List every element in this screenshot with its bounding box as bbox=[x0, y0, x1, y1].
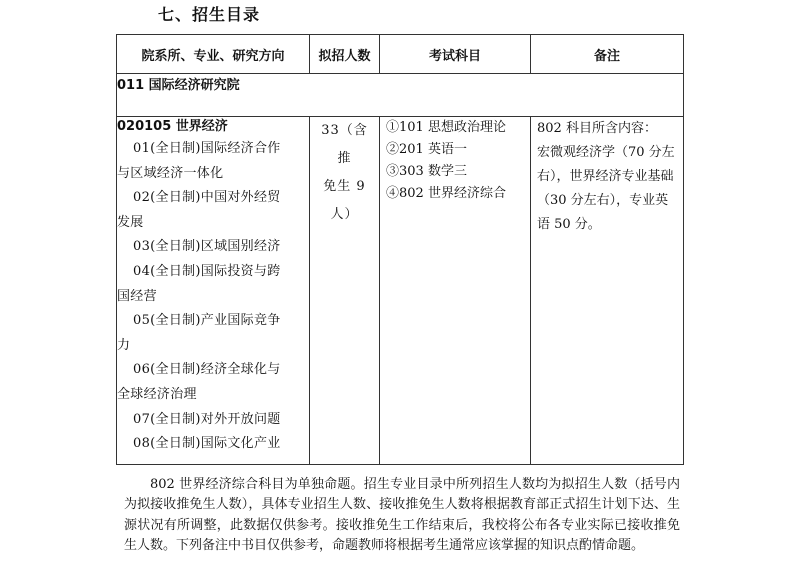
direction-item: 04(全日制)国际投资与跨 国经营 bbox=[117, 263, 281, 304]
direction-item: 06(全日制)经济全球化与 全球经济治理 bbox=[117, 362, 281, 402]
notes-cell bbox=[531, 117, 684, 465]
major-title: 020105 世界经济 bbox=[117, 119, 228, 134]
exam-subject: ③303 数学三 bbox=[386, 164, 467, 179]
direction-item: 07(全日制)对外开放问题 bbox=[133, 411, 281, 427]
exam-subject: ④802 世界经济综合 bbox=[386, 186, 506, 201]
quota-cell bbox=[310, 117, 380, 465]
table-header-row bbox=[117, 35, 684, 74]
exam-subjects-list bbox=[380, 117, 530, 205]
department-name: 011 国际经济研究院 bbox=[117, 74, 684, 117]
exam-subject: ①101 思想政治理论 bbox=[386, 120, 506, 135]
header-exam-subjects: 考试科目 bbox=[380, 35, 531, 74]
quota-text: 33（含推 免生 9 人） bbox=[321, 123, 368, 222]
exam-subject: ②201 英语一 bbox=[386, 142, 467, 157]
direction-item: 08(全日制)国际文化产业 bbox=[133, 436, 281, 452]
exam-subjects-cell bbox=[380, 117, 531, 465]
header-notes: 备注 bbox=[531, 35, 684, 74]
notes-text: 802 科目所含内容： 宏微观经济学（70 分左 右），世界经济专业基础 （30 分左右），专业英 语 50 分。 bbox=[537, 121, 675, 232]
department-row bbox=[117, 74, 684, 117]
header-department-major: 院系所、专业、研究方向 bbox=[117, 35, 310, 74]
footer-paragraph: 802 世界经济综合科目为单独命题。招生专业目录中所列招生人数均为拟招生人数（括号内为拟接收推免生人数），具体专业招生人数、接收推免生人数将根据教育部正式招生计划下达、生源状况有所调整，此数据仅供参考。接收推免生工作结束后，我校将公布各专业实际已接收推免生人数。下列备注中书目仅供参考，命题教师将根据考生通常应该掌握的知识点酌情命题。 bbox=[124, 477, 680, 554]
enrollment-catalog-table bbox=[116, 34, 684, 465]
direction-item: 03(全日制)区域国别经济 bbox=[133, 239, 281, 255]
header-quota: 拟招人数 bbox=[310, 35, 380, 74]
research-directions bbox=[117, 137, 309, 457]
direction-item: 01(全日制)国际经济合作 与区域经济一体化 bbox=[117, 141, 281, 181]
section-title: 七、招生目录 bbox=[158, 5, 261, 24]
major-cell bbox=[117, 117, 310, 465]
direction-item: 02(全日制)中国对外经贸 发展 bbox=[117, 190, 281, 230]
direction-item: 05(全日制)产业国际竞争 力 bbox=[117, 313, 281, 353]
major-row bbox=[117, 117, 684, 465]
